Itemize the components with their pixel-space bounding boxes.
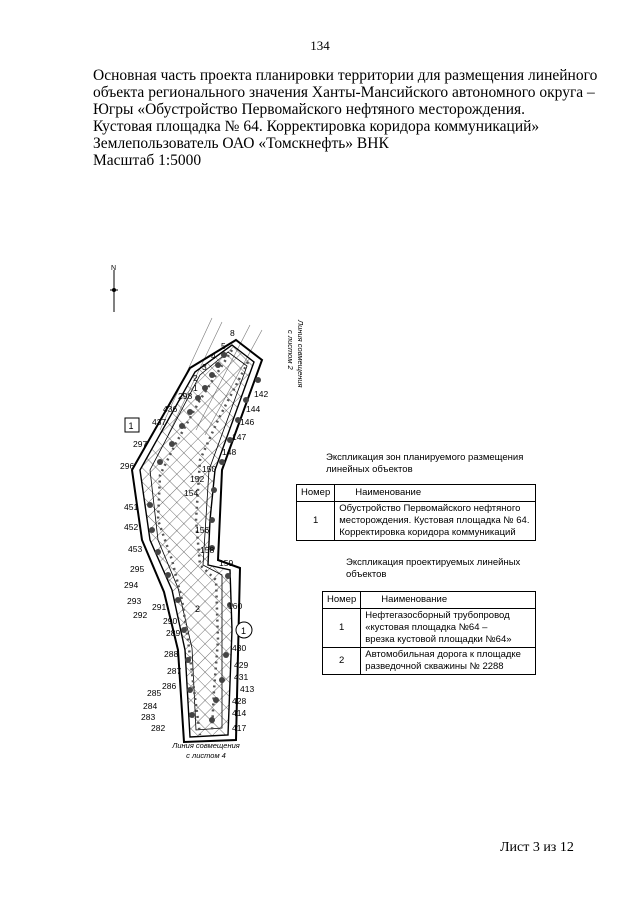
- point-label: 296: [120, 461, 135, 471]
- point-label: 413: [240, 684, 255, 694]
- header-number: Номер: [297, 485, 335, 502]
- north-arrow-icon: [110, 265, 118, 312]
- north-label: N: [111, 265, 117, 272]
- point-label: 147: [232, 432, 247, 442]
- title-line: Югры «Обустройство Первомайского нефтяного месторождения.: [93, 101, 525, 118]
- point-label: 158: [200, 545, 215, 555]
- row-name: Автомобильная дорога к площадке разведочной скважины № 2288: [361, 648, 536, 675]
- point-label: 295: [130, 564, 145, 574]
- svg-text:Линия совмещения: Линия совмещения: [296, 320, 305, 388]
- point-label: 282: [151, 723, 166, 733]
- zones-caption: [326, 452, 523, 476]
- point-label: 431: [234, 672, 249, 682]
- title-line: Кустовая площадка № 64. Корректировка коридора коммуникаций»: [93, 118, 540, 135]
- row-name: Нефтегазосборный трубопровод «кустовая площадка №64 – врезка кустовой площадки №64»: [361, 609, 536, 648]
- point-label: 287: [167, 666, 182, 676]
- svg-text:1: 1: [128, 421, 134, 431]
- zones-table: [296, 484, 536, 541]
- point-label: 284: [143, 701, 158, 711]
- scale-line: Масштаб 1:5000: [93, 152, 202, 169]
- header-number: Номер: [323, 592, 361, 609]
- point-label: 286: [162, 681, 177, 691]
- point-label: 452: [124, 522, 139, 532]
- zone-marker-box: [125, 418, 139, 432]
- point-label: 451: [124, 502, 139, 512]
- point-label: 142: [254, 389, 269, 399]
- point-label: 288: [164, 649, 179, 659]
- zones-explication: [326, 452, 523, 480]
- point-label: 453: [128, 544, 143, 554]
- objects-caption-line: Экспликация проектируемых линейных: [346, 557, 521, 568]
- table-row: [297, 502, 536, 541]
- objects-explication: [346, 557, 520, 585]
- point-label: 8: [230, 328, 235, 338]
- table-header-row: [323, 592, 536, 609]
- point-label: 436: [163, 404, 178, 414]
- svg-text:2: 2: [195, 604, 201, 614]
- point-label: 429: [234, 660, 249, 670]
- point-label: 156: [195, 525, 210, 535]
- point-label: 148: [222, 447, 237, 457]
- svg-text:с листом 4: с листом 4: [186, 751, 226, 760]
- header-name: Наименование: [335, 485, 536, 502]
- point-label: 1: [193, 383, 198, 393]
- point-label: 298: [178, 391, 193, 401]
- point-label: 283: [141, 712, 156, 722]
- title-line: Основная часть проекта планировки территории для размещения линейного: [93, 67, 598, 84]
- point-label: 144: [246, 404, 261, 414]
- svg-text:Линия совмещения: Линия совмещения: [172, 741, 240, 750]
- table-row: [323, 648, 536, 675]
- point-label: 4: [211, 351, 216, 361]
- point-label: 152: [190, 474, 205, 484]
- point-label: 293: [127, 596, 142, 606]
- row-number: 1: [323, 609, 361, 648]
- object-marker-circle: [236, 622, 252, 638]
- table-header-row: [297, 485, 536, 502]
- title-line: объекта регионального значения Ханты-Мансийского автономного округа –: [93, 84, 595, 101]
- point-label: 297: [133, 439, 148, 449]
- table-row: [323, 609, 536, 648]
- point-label: 430: [232, 643, 247, 653]
- objects-caption: [346, 557, 520, 581]
- point-label: 2: [193, 373, 198, 383]
- svg-text:1: 1: [241, 626, 247, 636]
- point-label: 417: [232, 723, 247, 733]
- point-label: 146: [240, 417, 255, 427]
- title-line: Землепользователь ОАО «Томскнефть» ВНК: [93, 135, 389, 152]
- point-label: 437: [152, 417, 167, 427]
- row-name: Обустройство Первомайского нефтяного месторождения. Кустовая площадка № 64. Корректировка коридора коммуникаций: [335, 502, 536, 541]
- row-number: 1: [297, 502, 335, 541]
- point-label: 160: [228, 601, 243, 611]
- row-number: 2: [323, 648, 361, 675]
- point-label: 291: [152, 602, 167, 612]
- sheet-number: Лист 3 из 12: [500, 840, 574, 855]
- point-label: 294: [124, 580, 139, 590]
- match-line-top: [286, 319, 305, 388]
- header-name: Наименование: [361, 592, 536, 609]
- point-label: 290: [163, 616, 178, 626]
- point-label: 428: [232, 696, 247, 706]
- point-label: 3: [202, 362, 207, 372]
- objects-caption-line: объектов: [346, 569, 387, 580]
- zones-caption-line: Экспликация зон планируемого размещения: [326, 452, 524, 463]
- point-label: 292: [133, 610, 148, 620]
- point-label: 414: [232, 708, 247, 718]
- svg-text:с листом 2: с листом 2: [286, 330, 295, 370]
- point-label: 154: [184, 488, 199, 498]
- point-label: 159: [219, 558, 234, 568]
- page-number: 134: [310, 38, 330, 53]
- point-label: 5: [221, 341, 226, 351]
- zones-caption-line: линейных объектов: [326, 464, 413, 475]
- objects-table: [322, 591, 536, 675]
- match-line-bottom: [171, 741, 240, 760]
- point-label: 285: [147, 688, 162, 698]
- point-label: 150: [202, 464, 217, 474]
- object-marker-2: [195, 604, 200, 614]
- point-label: 289: [166, 628, 181, 638]
